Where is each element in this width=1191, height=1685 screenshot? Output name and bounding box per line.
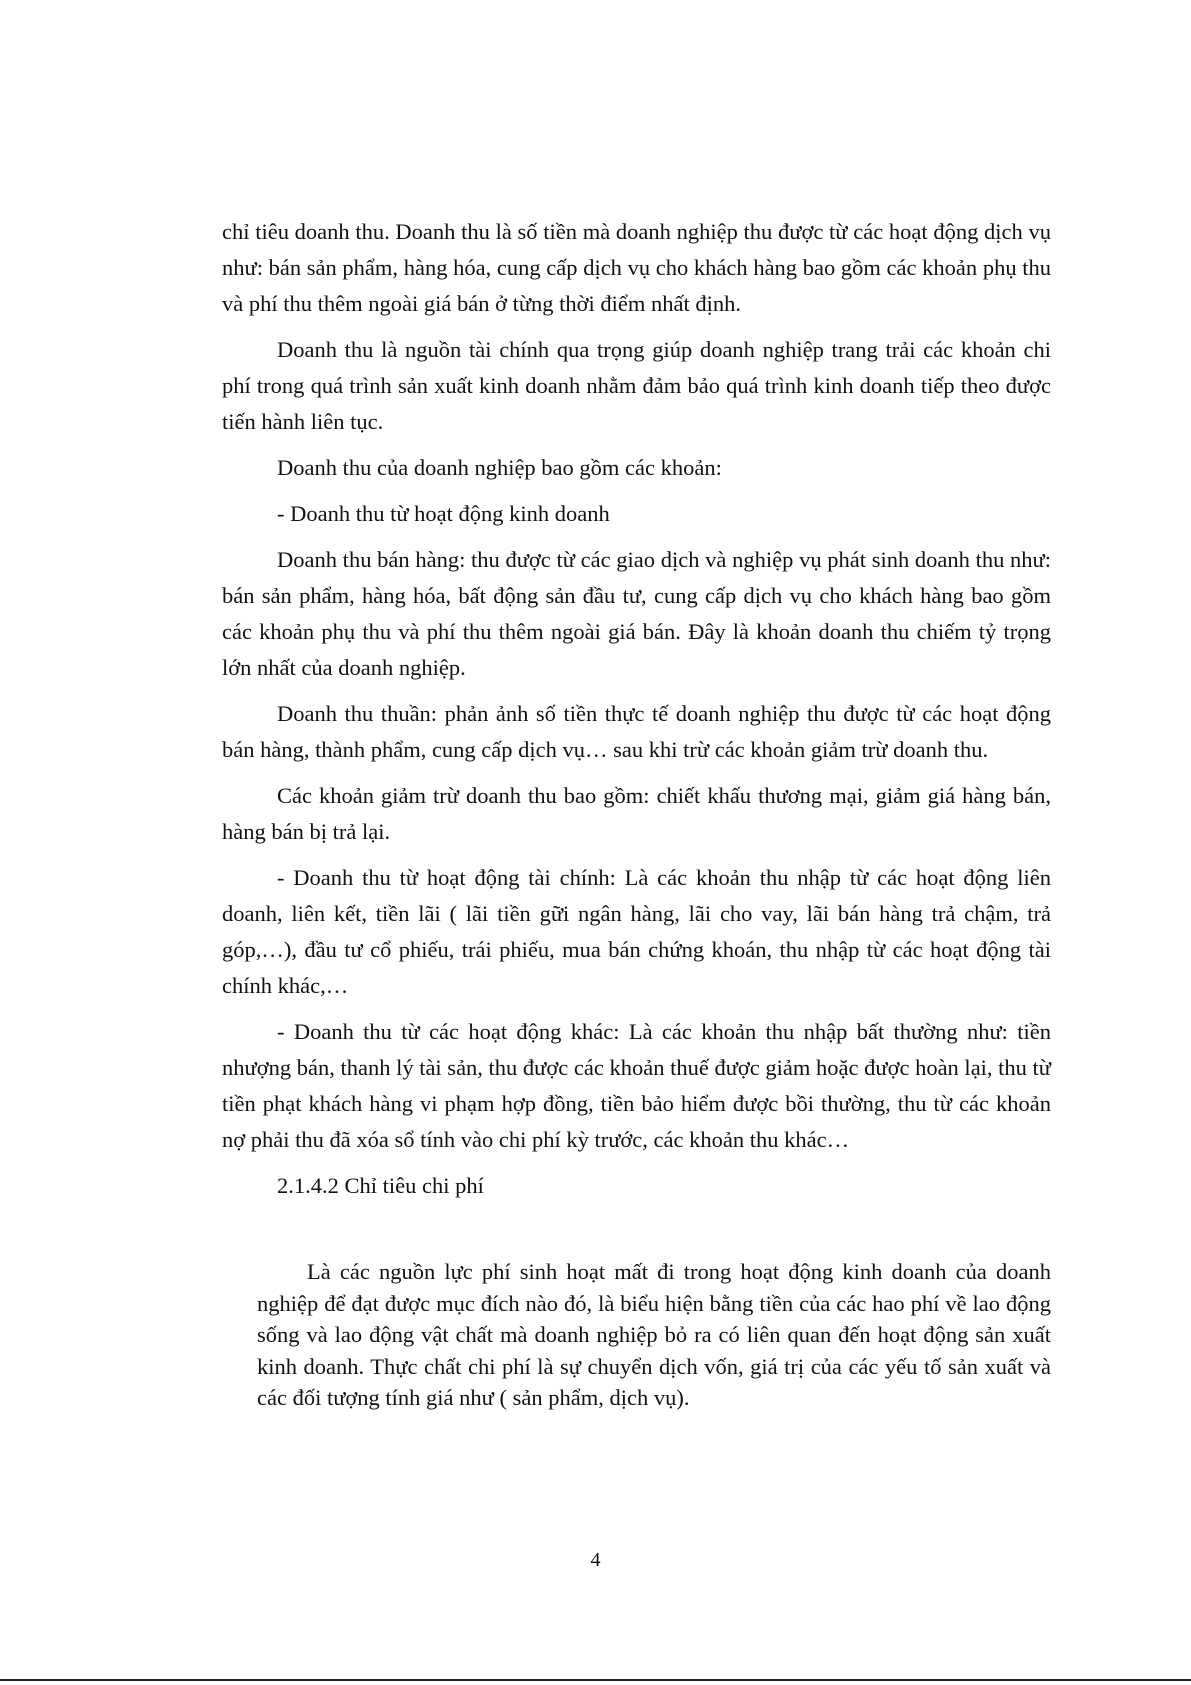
section-heading-cost-indicator: 2.1.4.2 Chỉ tiêu chi phí xyxy=(277,1173,484,1198)
paragraph-revenue-components: Doanh thu của doanh nghiệp bao gồm các khoản: xyxy=(277,455,722,480)
page-number: 4 xyxy=(590,1549,601,1571)
bottom-divider xyxy=(0,1679,1191,1681)
paragraph-revenue-definition: chỉ tiêu doanh thu. Doanh thu là số tiền mà doanh nghiệp thu được từ các hoạt động dịch vụ như: bán sản phẩm, hàng hóa, cung cấp dịch vụ cho khách hàng bao gồm các khoản phụ thu và phí thu thêm ngoài giá bán ở từng thời điểm nhất định. xyxy=(222,219,1051,316)
paragraph-revenue-deductions: Các khoản giảm trừ doanh thu bao gồm: chiết khấu thương mại, giảm giá hàng bán, hàng bán bị trả lại. xyxy=(222,783,1051,844)
list-item-financial-revenue: - Doanh thu từ hoạt động tài chính: Là các khoản thu nhập từ các hoạt động liên doanh, liên kết, tiền lãi ( lãi tiền gữi ngân hàng, lãi cho vay, lãi bán hàng trả chậm, trả góp,…), đầu tư cổ phiếu, trái phiếu, mua bán chứng khoán, thu nhập từ các hoạt động tài chính khác,… xyxy=(222,865,1051,998)
list-item-business-revenue: - Doanh thu từ hoạt động kinh doanh xyxy=(277,501,610,526)
paragraph-revenue-importance: Doanh thu là nguồn tài chính qua trọng giúp doanh nghiệp trang trải các khoản chi phí trong quá trình sản xuất kinh doanh nhằm đảm bảo quá trình kinh doanh tiếp theo được tiến hành liên tục. xyxy=(222,337,1051,434)
paragraph-sales-revenue: Doanh thu bán hàng: thu được từ các giao dịch và nghiệp vụ phát sinh doanh thu như: bán sản phẩm, hàng hóa, bất động sản đầu tư, cung cấp dịch vụ cho khách hàng bao gồm các khoản phụ thu và phí thu thêm ngoài giá bán. Đây là khoản doanh thu chiếm tỷ trọng lớn nhất của doanh nghiệp. xyxy=(222,547,1051,680)
paragraph-net-revenue: Doanh thu thuần: phản ảnh số tiền thực tế doanh nghiệp thu được từ các hoạt động bán hàng, thành phẩm, cung cấp dịch vụ… sau khi trừ các khoản giảm trừ doanh thu. xyxy=(222,701,1051,762)
list-item-other-revenue: - Doanh thu từ các hoạt động khác: Là các khoản thu nhập bất thường như: tiền nhượng bán, thanh lý tài sản, thu được các khoản thuế được giảm hoặc được hoàn lại, thu từ tiền phạt khách hàng vi phạm hợp đồng, tiền bảo hiểm được bồi thường, thu từ các khoản nợ phải thu đã xóa sổ tính vào chi phí kỳ trước, các khoản thu khác… xyxy=(222,1019,1051,1152)
body-text xyxy=(222,214,1051,1208)
paragraph-cost-definition: Là các nguồn lực phí sinh hoạt mất đi trong hoạt động kinh doanh của doanh nghiệp để đạt được mục đích nào đó, là biểu hiện bằng tiền của các hao phí về lao động sống và lao động vật chất mà doanh nghiệp bỏ ra có liên quan đến hoạt động sản xuất kinh doanh. Thực chất chi phí là sự chuyển dịch vốn, giá trị của các yếu tố sản xuất và các đối tượng tính giá như ( sản phẩm, dịch vụ). xyxy=(257,1259,1051,1410)
